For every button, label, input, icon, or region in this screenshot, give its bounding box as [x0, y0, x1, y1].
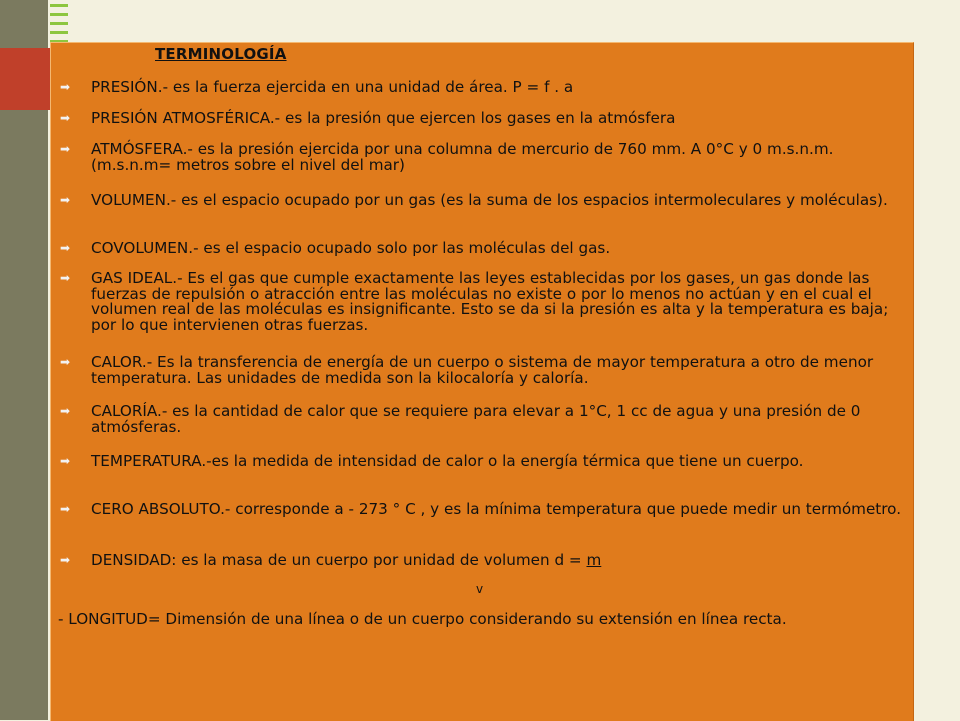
term-text: PRESIÓN ATMOSFÉRICA.- es la presión que ejercen los gases en la atmósfera — [91, 109, 676, 127]
green-dash — [50, 13, 68, 16]
red-accent-tab — [0, 48, 50, 110]
term-presion-atmosferica — [60, 109, 909, 127]
term-text: CALOR.- Es la transferencia de energía de un cuerpo o sistema de mayor temperatura a otro de menor temperatura. Las unidades de medida son la kilocaloría y caloría. — [91, 353, 874, 387]
right-arrow-icon: ➡ — [60, 80, 71, 94]
term-text: CERO ABSOLUTO.- corresponde a - 273 ° C , y es la mínima temperatura que puede medir un termómetro. — [91, 500, 902, 518]
slide-title: TERMINOLOGÍA — [155, 45, 287, 63]
term-text: GAS IDEAL.- Es el gas que cumple exactamente las leyes establecidas por los gases, un gas donde las fuerzas de repulsión o atracción entre las moléculas no existe o por lo menos no actúan y en el cual el volumen real de las moléculas es insignificante. Esto se da si la presión es alta y la temperatura es baja; por lo que intervienen otras fuerzas. — [91, 269, 889, 334]
right-arrow-icon: ➡ — [60, 193, 71, 207]
green-dash — [50, 4, 68, 7]
term-covolumen — [60, 239, 909, 257]
term-cero-absoluto — [60, 500, 909, 518]
term-caloria — [60, 402, 909, 436]
term-temperatura — [60, 452, 909, 470]
right-arrow-icon: ➡ — [60, 241, 71, 255]
right-arrow-icon: ➡ — [60, 355, 71, 369]
right-arrow-icon: ➡ — [60, 142, 71, 156]
green-dash — [50, 22, 68, 25]
density-denominator: v — [476, 582, 484, 596]
term-text: PRESIÓN.- es la fuerza ejercida en una unidad de área. P = f . a — [91, 78, 574, 96]
term-text: COVOLUMEN.- es el espacio ocupado solo por las moléculas del gas. — [91, 239, 611, 257]
term-gas-ideal — [60, 269, 909, 334]
term-longitud: - LONGITUD= Dimensión de una línea o de un cuerpo considerando su extensión en línea recta. — [58, 610, 787, 628]
right-arrow-icon: ➡ — [60, 111, 71, 125]
term-text: TEMPERATURA.-es la medida de intensidad de calor o la energía térmica que tiene un cuerpo. — [91, 452, 804, 470]
term-presion — [60, 78, 909, 96]
term-calor — [60, 353, 909, 387]
term-text: CALORÍA.- es la cantidad de calor que se requiere para elevar a 1°C, 1 cc de agua y una presión de 0 atmósferas. — [91, 402, 861, 436]
right-arrow-icon: ➡ — [60, 502, 71, 516]
right-arrow-icon: ➡ — [60, 553, 71, 567]
term-densidad — [60, 551, 909, 569]
green-dash — [50, 31, 68, 34]
term-text: DENSIDAD: es la masa de un cuerpo por unidad de volumen d = — [91, 551, 587, 569]
term-volumen — [60, 191, 909, 209]
right-arrow-icon: ➡ — [60, 271, 71, 285]
right-arrow-icon: ➡ — [60, 454, 71, 468]
term-text: ATMÓSFERA.- es la presión ejercida por una columna de mercurio de 760 mm. A 0°C y 0 m.s.n.m. (m.s.n.m= metros sobre el nivel del mar) — [91, 140, 834, 174]
term-text: VOLUMEN.- es el espacio ocupado por un gas (es la suma de los espacios intermoleculares y moléculas). — [91, 191, 888, 209]
right-arrow-icon: ➡ — [60, 404, 71, 418]
density-numerator: m — [586, 551, 602, 569]
term-atmosfera — [60, 140, 909, 174]
